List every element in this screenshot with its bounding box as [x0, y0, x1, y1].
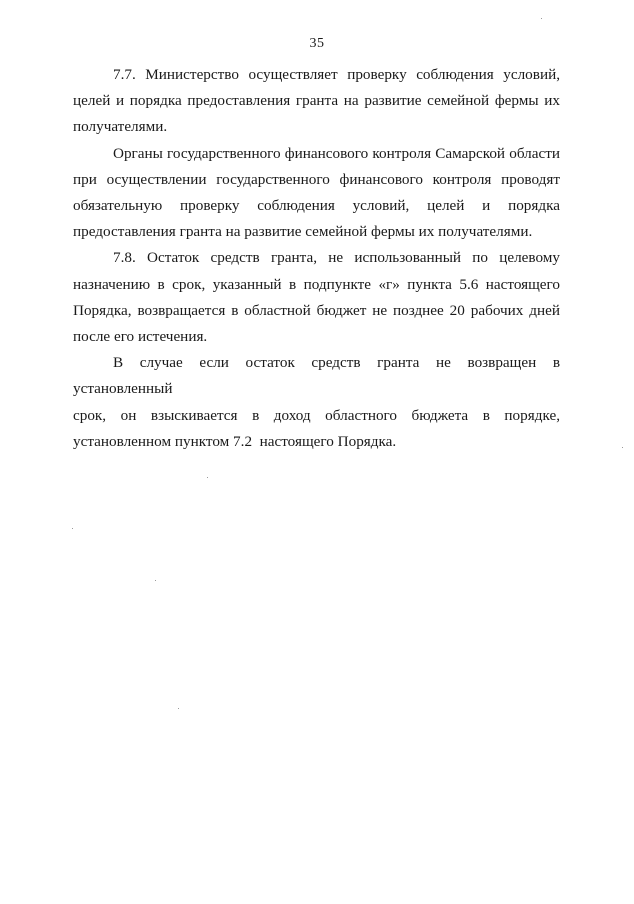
scan-speck: [178, 708, 179, 709]
text-line: 7.8. Остаток средств гранта, не использованный по целевому: [113, 249, 560, 267]
scan-speck: [622, 447, 623, 448]
paragraph-7-8: [73, 245, 560, 350]
text-line: при осуществлении государственного финансового контроля проводят: [73, 170, 560, 188]
text-line: после его истечения.: [73, 328, 208, 346]
paragraph-control-bodies: [73, 141, 560, 246]
text-line: получателями.: [73, 118, 168, 136]
paragraph-7-7: [73, 62, 560, 141]
text-line: В случае если остаток средств гранта не возвращен в установленный: [73, 354, 560, 398]
text-line: установленном пунктом 7.2 настоящего Порядка.: [73, 432, 397, 450]
page-number: 35: [309, 36, 325, 51]
text-line: назначению в срок, указанный в подпункте «г» пункта 5.6 настоящего: [73, 275, 560, 293]
scan-speck: [207, 477, 208, 478]
scan-speck: [72, 528, 73, 529]
text-line: обязательную проверку соблюдения условий, целей и порядка: [73, 197, 560, 215]
text-line: предоставления гранта на развитие семейной фермы их получателями.: [73, 223, 533, 241]
text-line: целей и порядка предоставления гранта на развитие семейной фермы их: [73, 92, 560, 110]
text-line: Органы государственного финансового контроля Самарской области: [113, 144, 560, 162]
scan-speck: [155, 580, 156, 581]
text-line: срок, он взыскивается в доход областного бюджета в порядке,: [73, 406, 560, 424]
text-line: Порядка, возвращается в областной бюджет не позднее 20 рабочих дней: [73, 301, 560, 319]
text-line: 7.7. Министерство осуществляет проверку соблюдения условий,: [113, 66, 560, 83]
paragraph-refund-enforcement: [73, 350, 560, 455]
scan-speck: [541, 18, 542, 19]
document-body: [73, 62, 560, 455]
